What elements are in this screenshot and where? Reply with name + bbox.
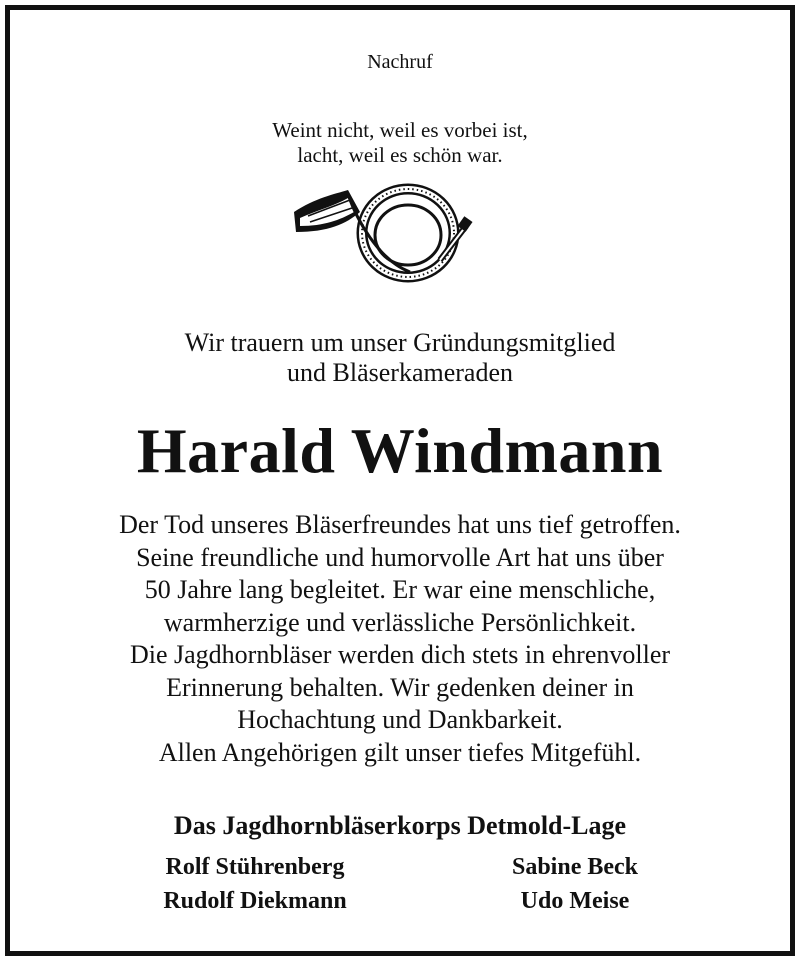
signatories-right: [440, 850, 710, 918]
organization-name: Das Jagdhornbläserkorps Detmold-Lage: [173, 811, 627, 840]
body-line: warmherzige und verlässliche Persönlichkeit.: [163, 607, 637, 637]
body-line: Der Tod unseres Bläserfreundes hat uns tief getroffen.: [119, 510, 681, 539]
body-line: Hochachtung und Dankbarkeit.: [237, 705, 563, 734]
signatory-name: Udo Meise: [520, 888, 630, 914]
signatory-name: Rolf Stührenberg: [165, 854, 345, 880]
body-line: 50 Jahre lang begleitet. Er war eine menschliche,: [144, 575, 656, 604]
notice-body: [0, 509, 800, 769]
body-line: Allen Angehörigen gilt unser tiefes Mitgefühl.: [158, 737, 642, 767]
quote: [0, 118, 800, 168]
hunting-horn-icon: [290, 182, 476, 284]
signatories-left: [110, 850, 400, 918]
quote-line: Weint nicht, weil es vorbei ist,: [272, 118, 528, 142]
mourning-text: [0, 328, 800, 388]
notice-heading: Nachruf: [367, 51, 433, 73]
deceased-name: Harald Windmann: [136, 415, 664, 486]
mourning-line: Wir trauern um unser Gründungsmitglied: [184, 328, 616, 357]
mourning-line: und Bläserkameraden: [287, 358, 513, 387]
body-line: Seine freundliche und humorvolle Art hat uns über: [136, 542, 664, 572]
body-line: Die Jagdhornbläser werden dich stets in ehrenvoller: [129, 640, 671, 669]
signatory-name: Rudolf Diekmann: [163, 888, 347, 914]
body-line: Erinnerung behalten. Wir gedenken deiner in: [166, 672, 634, 702]
quote-line: lacht, weil es schön war.: [297, 143, 503, 167]
signatory-name: Sabine Beck: [511, 854, 639, 880]
